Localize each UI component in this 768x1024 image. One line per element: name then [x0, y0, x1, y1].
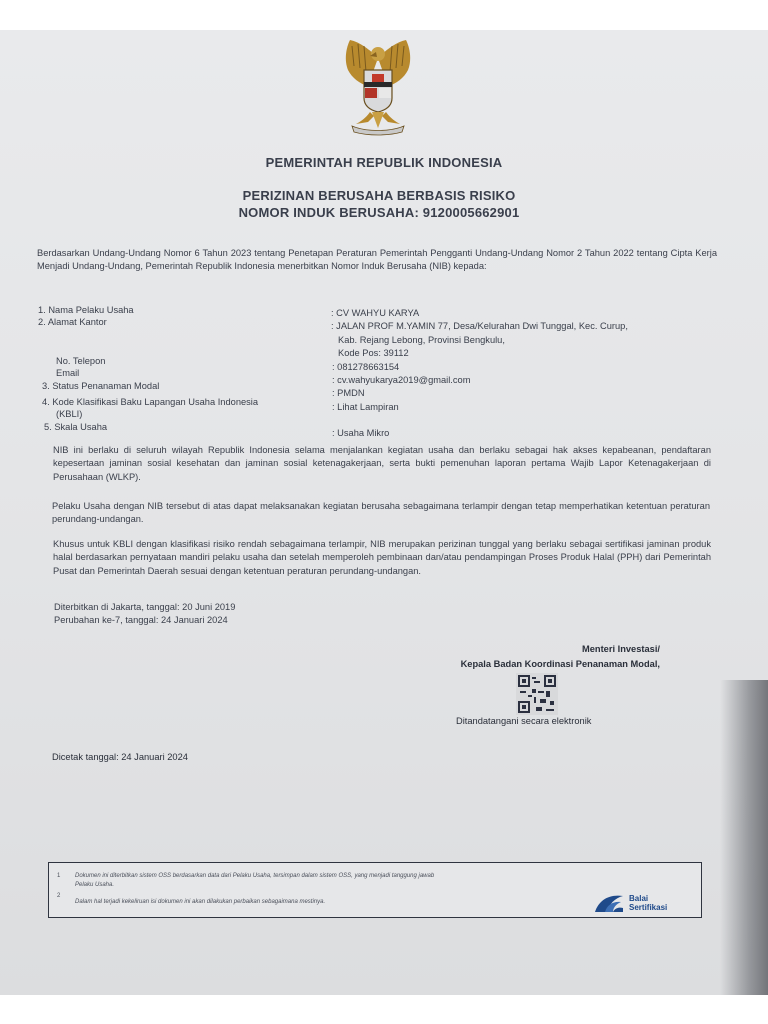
signatory-title: Menteri Investasi/	[581, 644, 660, 654]
business-scale-value: : Usaha Mikro	[332, 428, 390, 438]
government-heading: PEMERINTAH REPUBLIK INDONESIA	[265, 155, 503, 170]
document-title: PERIZINAN BERUSAHA BERBASIS RISIKO	[242, 188, 516, 203]
halal-paragraph: Khusus untuk KBLI dengan klasifikasi risiko rendah sebagaimana terlampir, NIB merupakan perizinan tunggal yang berlaku sebagai sertifikasi jaminan produk halal berdasarkan pernyataan mandiri pelaku usaha dan setelah memperoleh pembinaan dan/atau pendampingan Proses Produk Halal (PPH) dari Pemerintah Pusat dan Pemerintah Daerah sesuai dengan ketentuan peraturan perundang-undangan.	[53, 539, 711, 576]
footnote-2: Dalam hal terjadi kekeliruan isi dokumen ini akan dilakukan perbaikan sebagaimana mestinya.	[75, 899, 326, 905]
office-address-label: 2. Alamat Kantor	[38, 317, 107, 327]
nib-number-heading: NOMOR INDUK BERUSAHA: 9120005662901	[238, 205, 520, 220]
garuda-pancasila-emblem	[330, 36, 426, 136]
office-address-line3: Kode Pos: 39112	[338, 348, 409, 358]
footnote-box	[48, 862, 702, 918]
electronic-signature-note: Ditandatangani secara elektronik	[456, 716, 592, 726]
kbli-label-abbr: (KBLI)	[56, 409, 83, 419]
issued-date: Diterbitkan di Jakarta, tanggal: 20 Juni 2019	[54, 602, 236, 612]
certification-logo-line2: Sertifikasi	[629, 903, 668, 912]
investment-status-value: : PMDN	[332, 388, 365, 398]
signatory-agency: Kepala Badan Koordinasi Penanaman Modal,	[460, 659, 660, 669]
phone-label: No. Telepon	[56, 356, 106, 366]
office-address-line1: : JALAN PROF M.YAMIN 77, Desa/Kelurahan Dwi Tunggal, Kec. Curup,	[331, 321, 628, 331]
business-scale-label: 5. Skala Usaha	[44, 422, 108, 432]
change-date: Perubahan ke-7, tanggal: 24 Januari 2024	[54, 615, 228, 625]
printed-date: Dicetak tanggal: 24 Januari 2024	[52, 752, 188, 762]
kbli-label: 4. Kode Klasifikasi Baku Lapangan Usaha Indonesia	[42, 397, 259, 407]
activity-paragraph: Pelaku Usaha dengan NIB tersebut di atas dapat melaksanakan kegiatan berusaha sebagaimana terlampir dengan tetap memperhatikan ketentuan peraturan perundang-undangan.	[52, 501, 710, 525]
qr-code	[516, 673, 558, 715]
investment-status-label: 3. Status Penanaman Modal	[42, 381, 160, 391]
footnote-1: Dokumen ini diterbitkan sistem OSS berdasarkan data dari Pelaku Usaha, tersimpan dalam sistem OSS, yang menjadi tanggung jawab	[75, 873, 435, 879]
email-value: : cv.wahyukarya2019@gmail.com	[332, 375, 471, 385]
footnote-1-cont: Pelaku Usaha.	[75, 882, 115, 888]
business-name-label: 1. Nama Pelaku Usaha	[38, 305, 134, 315]
kbli-value: : Lihat Lampiran	[332, 402, 399, 412]
intro-paragraph: Berdasarkan Undang-Undang Nomor 6 Tahun 2023 tentang Penetapan Peraturan Pemerintah Pengganti Undang-Undang Nomor 2 Tahun 2022 tentang Cipta Kerja Menjadi Undang-Undang, Pemerintah Republik Indonesia menerbitkan Nomor Induk Berusaha (NIB) kepada:	[37, 248, 717, 272]
certification-logo-line1: Balai	[629, 894, 649, 903]
certification-logo-icon	[593, 892, 627, 914]
business-name-value: : CV WAHYU KARYA	[331, 308, 420, 318]
office-address-line2: Kab. Rejang Lebong, Provinsi Bengkulu,	[338, 335, 505, 345]
shadow	[720, 680, 768, 995]
email-label: Email	[56, 368, 80, 378]
footnote-number-2: 2	[57, 893, 61, 899]
phone-value: : 081278663154	[332, 362, 400, 372]
footnote-number-1: 1	[57, 873, 61, 879]
validity-paragraph: NIB ini berlaku di seluruh wilayah Republik Indonesia selama menjalankan kegiatan usaha dan berlaku sebagai hak akses kepabeanan, pendaftaran kepesertaan jaminan sosial kesehatan dan jaminan sosial ketenagakerjaan, serta bukti pemenuhan laporan pertama Wajib Lapor Ketenagakerjaan di Perusahaan (WLKP).	[53, 445, 711, 482]
